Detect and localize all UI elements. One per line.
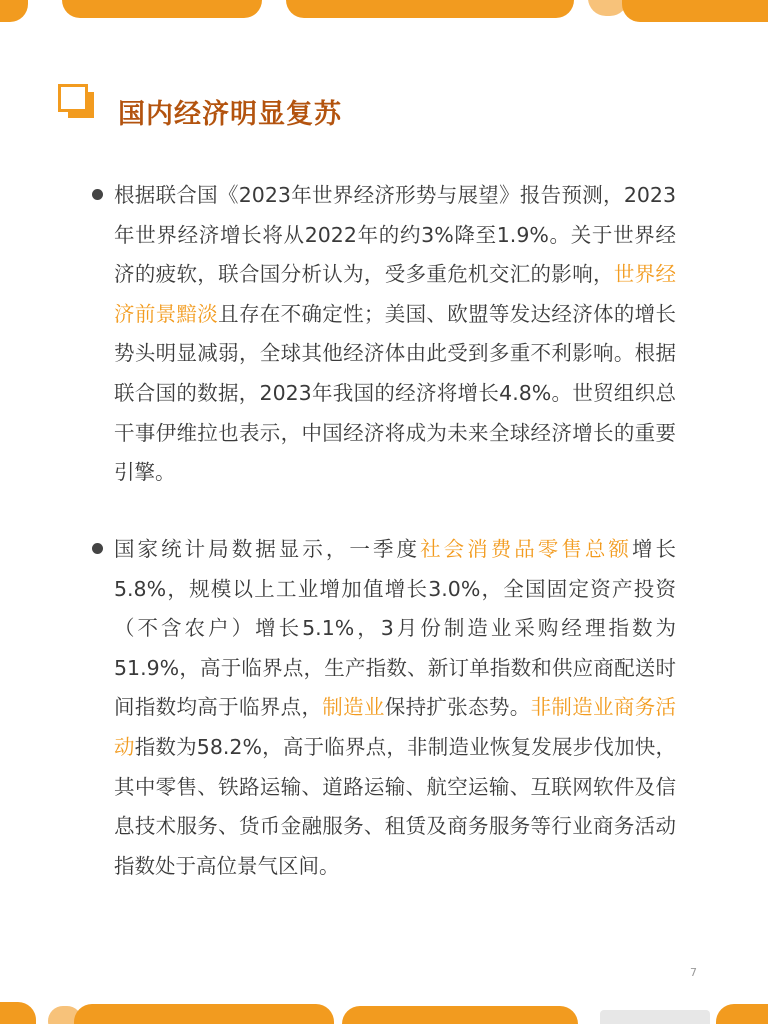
bullet-dot-icon: [92, 189, 103, 200]
text-segment: 根据联合国《2023年世界经济形势与展望》报告预测，2023年世界经济增长将从2022年的约3%降至1.9%。关于世界经济的疲软，联合国分析认为，受多重危机交汇的影响，: [114, 183, 676, 287]
page-title: 国内经济明显复苏: [118, 99, 342, 130]
bottom-decoration-band: [0, 984, 768, 1024]
text-segment: 国家统计局数据显示，一季度: [114, 537, 421, 561]
highlighted-phrase: 制造业: [322, 695, 385, 720]
text-segment: 增长5.8%，规模以上工业增加值增长3.0%，全国固定资产投资（不含农户）增长5.1%，3月份制造业采购经理指数为51.9%，高于临界点，生产指数、新订单指数和供应商配送时间指数均高于临界点，: [114, 537, 677, 720]
highlighted-phrase: 世界经济前景黯淡: [114, 262, 677, 326]
text-segment: 保持扩张态势。: [384, 695, 531, 720]
top-decoration-band: [0, 0, 768, 40]
highlighted-phrase: 非制造业商务活动: [114, 695, 677, 759]
bullet-paragraph-1: [92, 176, 676, 493]
paragraph-text: [114, 176, 676, 493]
text-segment: 指数为58.2%，高于临界点，非制造业恢复发展步伐加快，其中零售、铁路运输、道路运输、航空运输、互联网软件及信息技术服务、货币金融服务、租赁及商务服务等行业商务活动指数处于高位景气区间。: [114, 734, 676, 878]
bullet-paragraph-2: [92, 530, 676, 886]
square-frame-icon: [58, 84, 94, 120]
text-segment: 且存在不确定性；美国、欧盟等发达经济体的增长势头明显减弱，全球其他经济体由此受到多重不利影响。根据联合国的数据，2023年我国的经济将增长4.8%。世贸组织总干事伊维拉也表示，中国经济将成为未来全球经济增长的重要引擎。: [114, 301, 677, 485]
paragraph-text: [114, 530, 676, 886]
highlighted-phrase: 社会消费品零售总额: [420, 537, 632, 561]
page-number: 7: [690, 966, 697, 979]
bullet-dot-icon: [92, 543, 103, 554]
